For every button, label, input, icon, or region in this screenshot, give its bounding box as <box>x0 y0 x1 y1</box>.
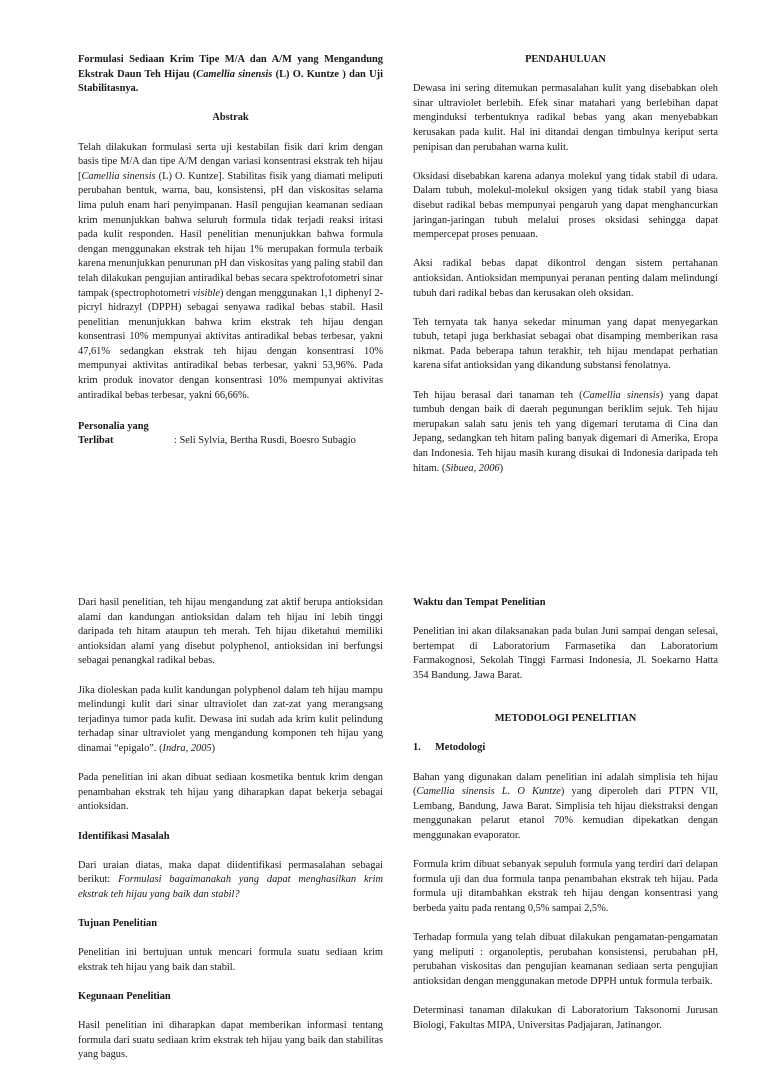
metodologi-paragraph-4: Determinasi tanaman dilakukan di Laboratorium Taksonomi Jurusan Biologi, Fakultas MIPA, Universitas Padjajaran, Jatinangor. <box>413 1005 718 1031</box>
intro-paragraph-5: Teh hijau berasal dari tanaman teh (Camellia sinensis) yang dapat tumbuh dengan baik di daerah pegunungan beriklim sejuk. Teh hijau merupakan salah satu jenis teh yang digemari terutama di Cina dan Jepang, sedangkan teh hitam paling banyak digemari di Amerika, Eropa dan Indonesia. Teh hijau masih kurang disukai di Indonesia daripada teh hitam. (Sibuea, 2006) <box>413 389 719 474</box>
right-top-column <box>413 53 718 491</box>
left-top-column <box>78 53 383 449</box>
paper-title <box>78 53 383 97</box>
personalia-label-2: Terlibat <box>78 435 114 447</box>
metodologi-subheading: 1. Metodologi <box>413 742 486 754</box>
abstract-heading: Abstrak <box>212 112 249 124</box>
body-paragraph-1: Dari hasil penelitian, teh hijau mengandung zat aktif berupa antioksidan alami dan kandungan antioksidan dalam teh hijau ini lebih tinggi daripada teh hitam ataupun teh merah. Teh hijau diketahui memiliki antioksidan alami yang disebut polyphenol, antioksidan ini berfungsi sebagai penangkal radikal bebas. <box>78 597 383 667</box>
body-paragraph-2: Jika dioleskan pada kulit kandungan polyphenol dalam teh hijau mampu melindungi kulit dari sinar ultraviolet dan zat-zat yang merangsang terjadinya tumor pada kulit. Dewasa ini sudah ada krim kulit pelindung terhadap sinar ultraviolet yang mengandung komponen teh hijau yang dinamai “epigalo”. (Indra, 2005) <box>78 684 383 754</box>
right-bottom-column <box>413 596 718 1048</box>
tujuan-body: Penelitian ini bertujuan untuk mencari formula suatu sediaan krim ekstrak teh hijau yang baik dan stabil. <box>78 947 383 973</box>
metodologi-paragraph-3: Terhadap formula yang telah dibuat dilakukan pengamatan-pengamatan yang meliputi : organoleptis, perubahan konsistensi, perubahan pH, perubahan viskositas dan pengujian keamanan sediaan serta pengujian antioksidan dengan menggunakan metode DPPH untuk formula terbaik. <box>413 932 718 987</box>
intro-paragraph-1: Dewasa ini sering ditemukan permasalahan kulit yang disebabkan oleh sinar ultraviolet berlebih. Efek sinar matahari yang berlebihan dapat menginduksi terbentuknya radikal bebas yang akan menyebabkan kerusakan pada kulit. Hal ini ditandai dengan timbulnya keriput serta penipisan dan perubahan warna kulit. <box>413 83 718 153</box>
identifikasi-body: Dari uraian diatas, maka dapat diidentifikasi permasalahan sebagai berikut: Formulasi bagaimanakah yang dapat menghasilkan krim ekstrak teh hijau yang baik dan stabil? <box>78 859 383 900</box>
body-paragraph-3: Pada penelitian ini akan dibuat sediaan kosmetika bentuk krim dengan penambahan ekstrak teh hijau yang diharapkan dapat bekerja sebagai antioksidan. <box>78 772 383 813</box>
kegunaan-body: Hasil penelitian ini diharapkan dapat memberikan informasi tentang formula dari suatu sediaan krim ekstrak teh hijau yang baik dan stabilitas yang bagus. <box>78 1020 383 1061</box>
left-bottom-column <box>78 596 383 1078</box>
intro-paragraph-2: Oksidasi disebabkan karena adanya molekul yang tidak stabil di udara. Dalam tubuh, molekul-molekul oksigen yang tidak stabil yang biasa disebut radikal bebas mempunyai pengaruh yang dapat menghancurkan jaringan-jaringan tubuh melalui proses oksidasi sehingga dapat mempercepat proses penuaan. <box>413 170 718 241</box>
personalia-names: : Seli Sylvia, Bertha Rusdi, Boesro Subagio <box>174 435 356 447</box>
intro-paragraph-4: Teh ternyata tak hanya sekedar minuman yang dapat menyegarkan tubuh, tetapi juga berkhasiat sebagai obat disamping memberikan rasa nikmat. Pada beberapa tahun terakhir, teh hijau mendapat perhatian karena sifat antioksidan yang dikandung substansi fenolatnya. <box>413 316 718 372</box>
metodologi-paragraph-2: Formula krim dibuat sebanyak sepuluh formula yang terdiri dari delapan formula uji dan dua formula tanpa penambahan ekstrak teh hijau. Pada formula uji ditambahkan ekstrak teh hijau dengan konsentrasi yang berbeda yaitu pada rentang 0,5% sampai 2,5%. <box>413 859 718 914</box>
tujuan-heading: Tujuan Penelitian <box>78 918 158 930</box>
personalia-row <box>78 434 383 449</box>
metodologi-paragraph-1: Bahan yang digunakan dalam penelitian ini adalah simplisia teh hijau (Camellia sinensis L. O Kuntze) yang diperoleh dari PTPN VII, Lembang, Bandung, Jawa Barat. Simplisia teh hijau diekstraksi dengan menggunakan pelarut etanol 70% kemudian dipekatkan dengan menggunakan evaporator. <box>413 771 718 841</box>
title-species: Camellia sinensis <box>196 68 273 80</box>
waktu-body: Penelitian ini akan dilaksanakan pada bulan Juni sampai dengan selesai, bertempat di Laboratorium Farmasetika dan Laboratorium Farmakognosi, Sekolah Tinggi Farmasi Indonesia, Jl. Soekarno Hatta 354 Bandung. Jawa Barat. <box>413 626 718 681</box>
title-text-end: (L) O. Kuntze ) dan Uji Stabilitasnya. <box>78 68 383 95</box>
waktu-heading: Waktu dan Tempat Penelitian <box>413 597 546 608</box>
identifikasi-heading: Identifikasi Masalah <box>78 830 170 842</box>
metodologi-section-heading: METODOLOGI PENELITIAN <box>494 713 637 725</box>
personalia-label: Personalia yang <box>78 420 149 432</box>
intro-paragraph-3: Aksi radikal bebas dapat dikontrol dengan sistem pertahanan antioksidan. Antioksidan mempunyai peranan penting dalam melindungi tubuh dari radikal bebas dan kerusakan oleh oksidan. <box>413 258 718 299</box>
kegunaan-heading: Kegunaan Penelitian <box>78 991 171 1003</box>
abstract-body: Telah dilakukan formulasi serta uji kestabilan fisik dari krim dengan basis tipe M/A dan tipe A/M dengan variasi konsentrasi ekstrak teh hijau [Camellia sinensis (L) O. Kuntze]. Stabilitas fisik yang diamati meliputi perubahan bentuk, warna, bau, konsistensi, pH dan viskositas selama lima puluh enam hari penyimpanan. Hasil pengujian keamanan sediaan krim menunjukkan bahwa seluruh formula tidak terjadi reaksi iritasi pada kulit responden. Hasil penelitian menunjukkan bahwa formula dengan menggunakan ekstrak teh hijau 1% merupakan formula terbaik karena menunjukkan penurunan pH dan viskositas yang paling stabil dan telah dilakukan pengujian antiradikal bebas secara spektrofotometri sinar tampak (spectrophotometri visible) dengan menggunakan 1,1 diphenyl 2-picryl hidrazyl (DPPH) sebagai senyawa radikal bebas stabil. Hasil penelitian menunjukkan bahwa krim ekstrak teh hijau dengan konsentrasi 10% mempunyai aktivitas antiradikal bebas terbesar, yakni 47,61% sedangkan ekstrak teh hijau dengan konsentrasi 10% mempunyai aktivitas antiradikal bebas terbesar, yakni 53,96%. Pada krim produk inovator dengan konsentrasi 10% mempunyai aktivitas antiradikal bebas terbesar, yakni 66,66%. <box>78 141 383 401</box>
pendahuluan-heading: PENDAHULUAN <box>525 54 606 65</box>
title-text: Formulasi Sediaan Krim Tipe M/A dan A/M yang Mengandung Ekstrak Daun Teh Hijau ( <box>78 54 383 80</box>
